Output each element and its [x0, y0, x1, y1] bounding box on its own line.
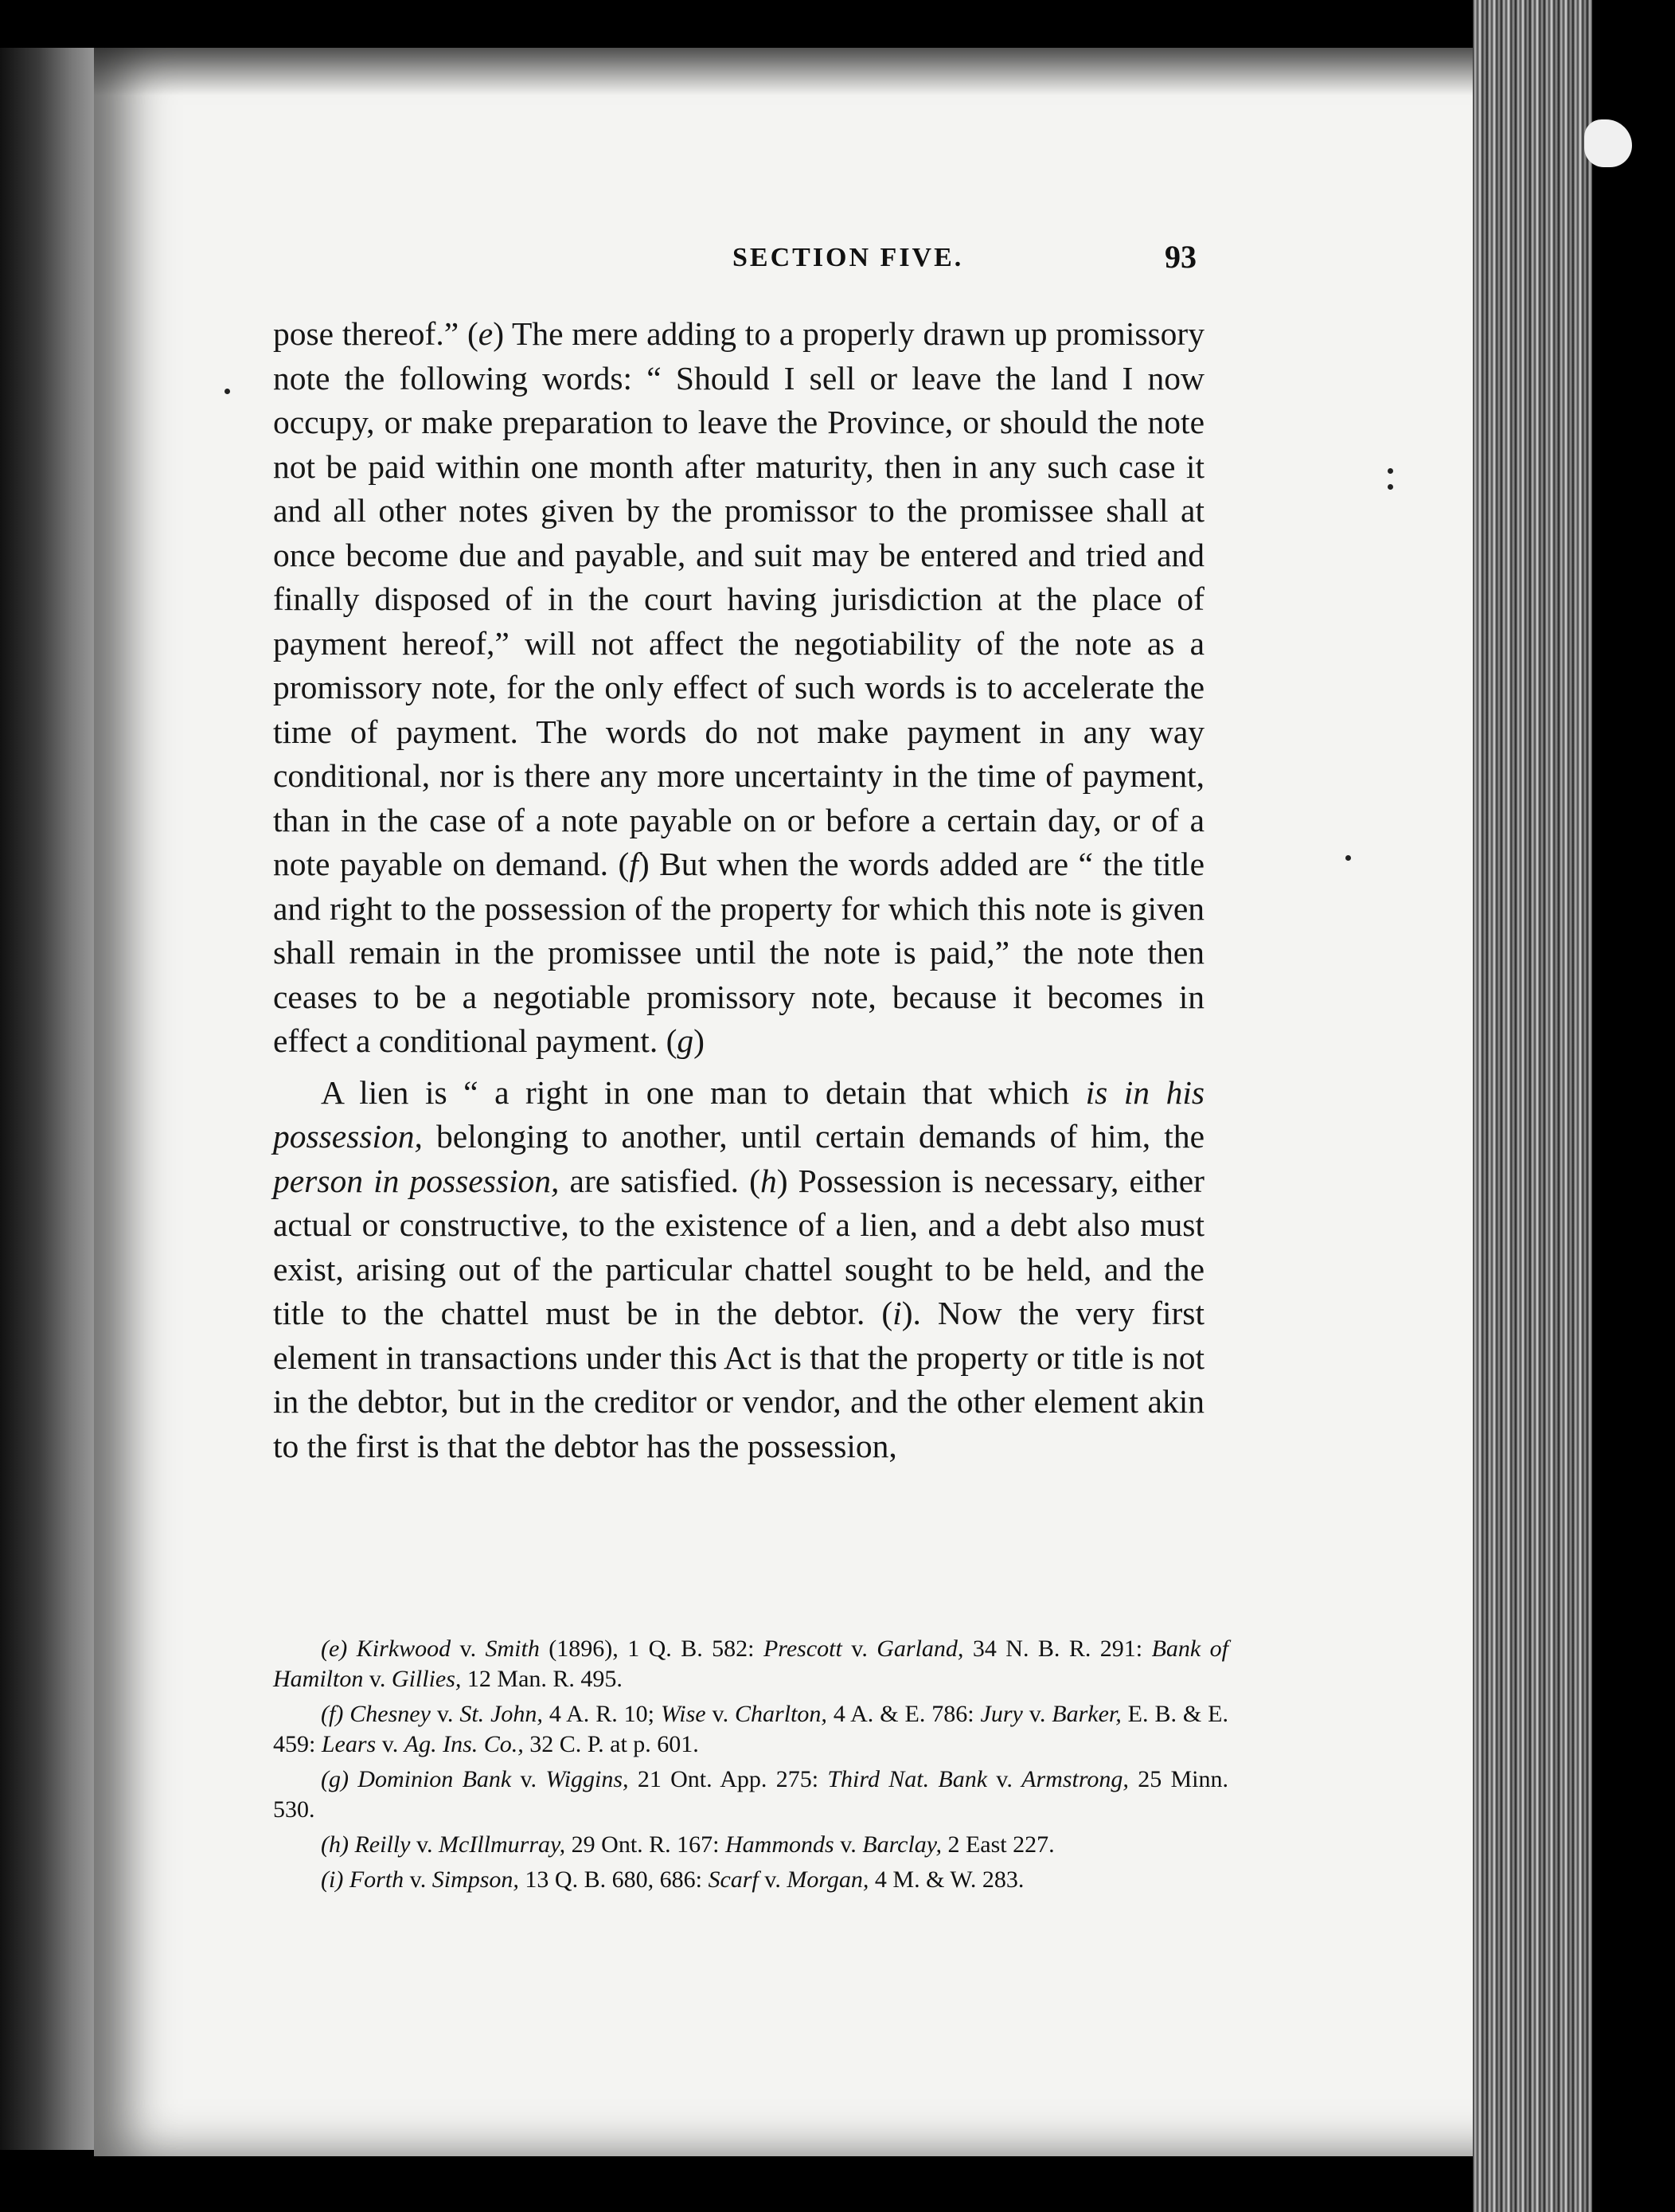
speck — [1345, 855, 1351, 861]
footnotes — [273, 1634, 1228, 1900]
page-number: 93 — [1165, 239, 1197, 275]
page-top-shadow — [94, 48, 1495, 96]
page-stack-edge — [1473, 0, 1675, 2212]
page-header — [0, 239, 1675, 283]
paragraph-negotiability: pose thereof.” (e) The mere adding to a properly drawn up promissory note the following words: “ Should I sell or leave the land I now occupy, or make preparation to leave the Province, or should the note not be paid within one month after maturity, then in any such case it and all other notes given by the promissor to the promissee shall at once become due and payable, and suit may be entered and tried and finally disposed of in the court having jurisdiction at the place of payment hereof,” will not affect the negotiability of the note as a promissory note, for the only effect of such words is to accelerate the time of payment. The words do not make payment in any way conditional, nor is there any more uncertainty in the time of payment, than in the case of a note payable on or before a certain day, or of a note payable on demand. (f) But when the words added are “ the title and right to the possession of the property for which this note is given shall remain in the promissee until the note is paid,” the note then ceases to be a negotiable promissory note, because it becomes in effect a conditional payment. (g) — [273, 315, 1205, 1059]
running-head: SECTION FIVE. — [732, 243, 964, 272]
footnote-h: (h) Reilly v. McIllmurray, 29 Ont. R. 167: Hammonds v. Barclay, 2 East 227. — [321, 1831, 1055, 1858]
facing-page-edge — [0, 48, 96, 2150]
footnote-f: (f) Chesney v. St. John, 4 A. R. 10; Wise v. Charlton, 4 A. & E. 786: Jury v. Barker, E. B. & E. 459: Lears v. Ag. Ins. Co., 32 C. P. at p. 601. — [273, 1701, 1228, 1757]
speck — [225, 389, 230, 394]
speck — [1388, 484, 1393, 490]
body-text — [273, 312, 1205, 1468]
footnote-i: (i) Forth v. Simpson, 13 Q. B. 680, 686: Scarf v. Morgan, 4 M. & W. 283. — [321, 1866, 1025, 1893]
footnote-g: (g) Dominion Bank v. Wiggins, 21 Ont. App. 275: Third Nat. Bank v. Armstrong, 25 Minn. 530. — [273, 1766, 1228, 1823]
paragraph-lien: A lien is “ a right in one man to detain that which is in his possession, belonging to another, until certain demands of him, the person in possession, are satisfied. (h) Possession is necessary, either actual or constructive, to the existence of a lien, and a debt also must exist, arising out of the particular chattel sought to be held, and the title to the chattel must be in the debtor. (i). Now the very first element in transactions under this Act is that the property or title is not in the debtor, but in the creditor or vendor, and the other element akin to the first is that the debtor has the possession, — [273, 1073, 1205, 1464]
footnote-e: (e) Kirkwood v. Smith (1896), 1 Q. B. 582: Prescott v. Garland, 34 N. B. R. 291: Bank of Hamilton v. Gillies, 12 Man. R. 495. — [273, 1636, 1228, 1692]
speck — [1388, 468, 1393, 474]
